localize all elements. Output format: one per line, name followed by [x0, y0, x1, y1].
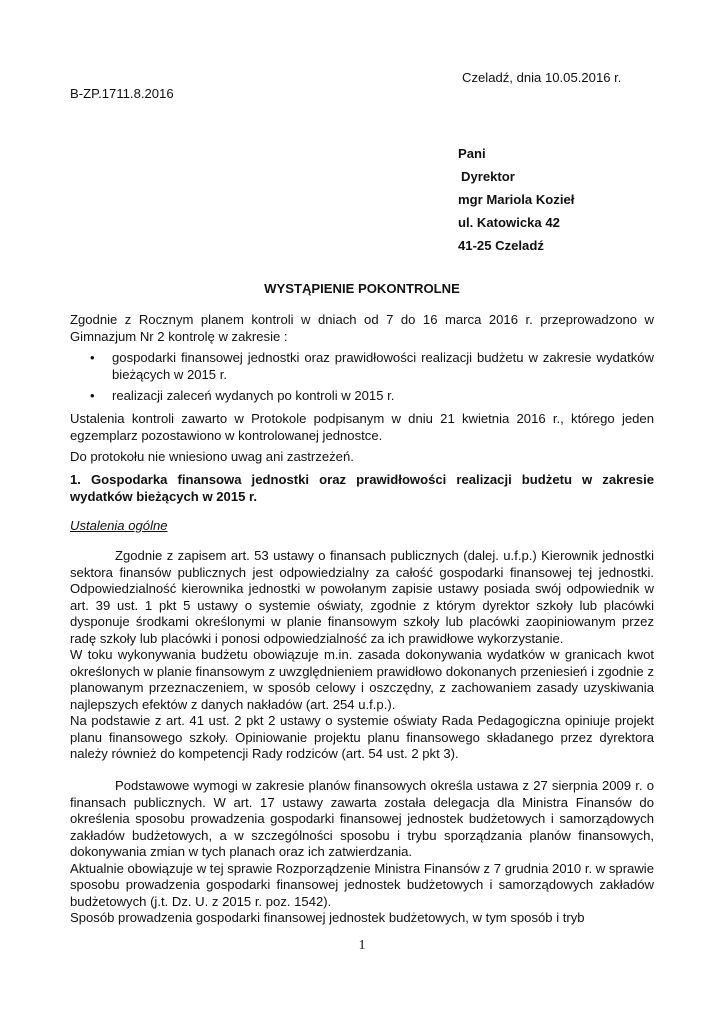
body-text-2: [70, 778, 654, 927]
document-title: WYSTĄPIENIE POKONTROLNE: [264, 281, 460, 296]
bullet-text: gospodarki finansowej jednostki oraz prawidłowości realizacji budżetu w zakresie wydatków bieżących w 2015 r.: [112, 350, 654, 382]
paragraph-1: Zgodnie z zapisem art. 53 ustawy o finansach publicznych (dalej. u.f.p.) Kierownik jednostki sektora finansów publicznych jest odpowiedzialny za całość gospodarki finansowej tej jednostki. Odpowiedzialność kierownika jednostki w powołanym zapisie ustawy posiada swój odpowiednik w art. 39 ust. 1 pkt 5 ustawy o systemie oświaty, zgodnie z którym dyrektor szkoły lub placówki dysponuje środkami określonymi w planie finansowym szkoły lub placówki zaopiniowanym przez radę szkoły lub placówki i ponosi odpowiedzialność za ich prawidłowe wykorzystanie.: [70, 548, 654, 646]
addressee-salutation: Pani: [458, 146, 486, 161]
page-number: 1: [358, 938, 366, 953]
subheading: [70, 518, 654, 535]
bullet-icon: •: [90, 388, 95, 403]
section-heading: 1. Gospodarka finansowa jednostki oraz prawidłowości realizacji budżetu w zakresie wydatków bieżących w 2015 r.: [70, 472, 654, 504]
bullet-item: [90, 350, 654, 383]
no-objections-line: Do protokołu nie wniesiono uwag ani zastrzeżeń.: [70, 449, 354, 464]
addressee-street: ul. Katowicka 42: [458, 215, 560, 230]
addressee-name: mgr Mariola Kozieł: [458, 192, 575, 207]
paragraph-6: Sposób prowadzenia gospodarki finansowej jednostek budżetowych, w tym sposób i tryb: [70, 910, 585, 925]
paragraph-4: Podstawowe wymogi w zakresie planów finansowych określa ustawa z 27 sierpnia 2009 r. o finansach publicznych. W art. 17 ustawy zawarta została delegacja dla Ministra Finansów do określenia sposobu prowadzenia gospodarki finansowej jednostek budżetowych i samorządowych zakładów budżetowych, a w szczególności sposobu i trybu sporządzania planów finansowych, dokonywania zmian w tych planach oraz ich zatwierdzania.: [70, 778, 654, 859]
body-text: [70, 548, 654, 763]
addressee-city: 41-25 Czeladź: [458, 238, 544, 253]
paragraph-5: Aktualnie obowiązuje w tej sprawie Rozporządzenie Ministra Finansów z 7 grudnia 2010 r. w sprawie sposobu prowadzenia gospodarki finansowej jednostek budżetowych i samorządowych zakładów budżetowych (j.t. Dz. U. z 2015 r. poz. 1542).: [70, 860, 654, 909]
subheading-text: Ustalenia ogólne: [70, 518, 168, 533]
protocol-paragraph: Ustalenia kontroli zawarto w Protokole podpisanym w dniu 21 kwietnia 2016 r., którego jeden egzemplarz pozostawiono w kontrolowanej jednostce.: [70, 411, 654, 443]
place-date: Czeladź, dnia 10.05.2016 r.: [462, 70, 622, 85]
paragraph-2: W toku wykonywania budżetu obowiązuje m.in. zasada dokonywania wydatków w granicach kwot określonych w planie finansowym z uwzględnieniem prawidłowo dokonanych przeniesień i zgodnie z planowanym przeznaczeniem, w sposób celowy i oszczędny, z zachowaniem zasady uzyskiwania najlepszych efektów z danych nakładów (art. 254 u.f.p.).: [70, 647, 654, 712]
bullet-item: [90, 388, 654, 405]
reference-number: B-ZP.1711.8.2016: [70, 86, 174, 101]
bullet-text: realizacji zaleceń wydanych po kontroli w 2015 r.: [112, 388, 395, 403]
addressee-title: Dyrektor: [461, 169, 515, 184]
intro-paragraph: Zgodnie z Rocznym planem kontroli w dniach od 7 do 16 marca 2016 r. przeprowadzono w Gimnazjum Nr 2 kontrolę w zakresie :: [70, 312, 654, 344]
bullet-icon: •: [90, 350, 95, 365]
paragraph-3: Na podstawie z art. 41 ust. 2 pkt 2 ustawy o systemie oświaty Rada Pedagogiczna opiniuje projekt planu finansowego szkoły. Opiniowanie projektu planu finansowego składanego przez dyrektora należy również do kompetencji Rady rodziców (art. 54 ust. 2 pkt 3).: [70, 713, 654, 761]
